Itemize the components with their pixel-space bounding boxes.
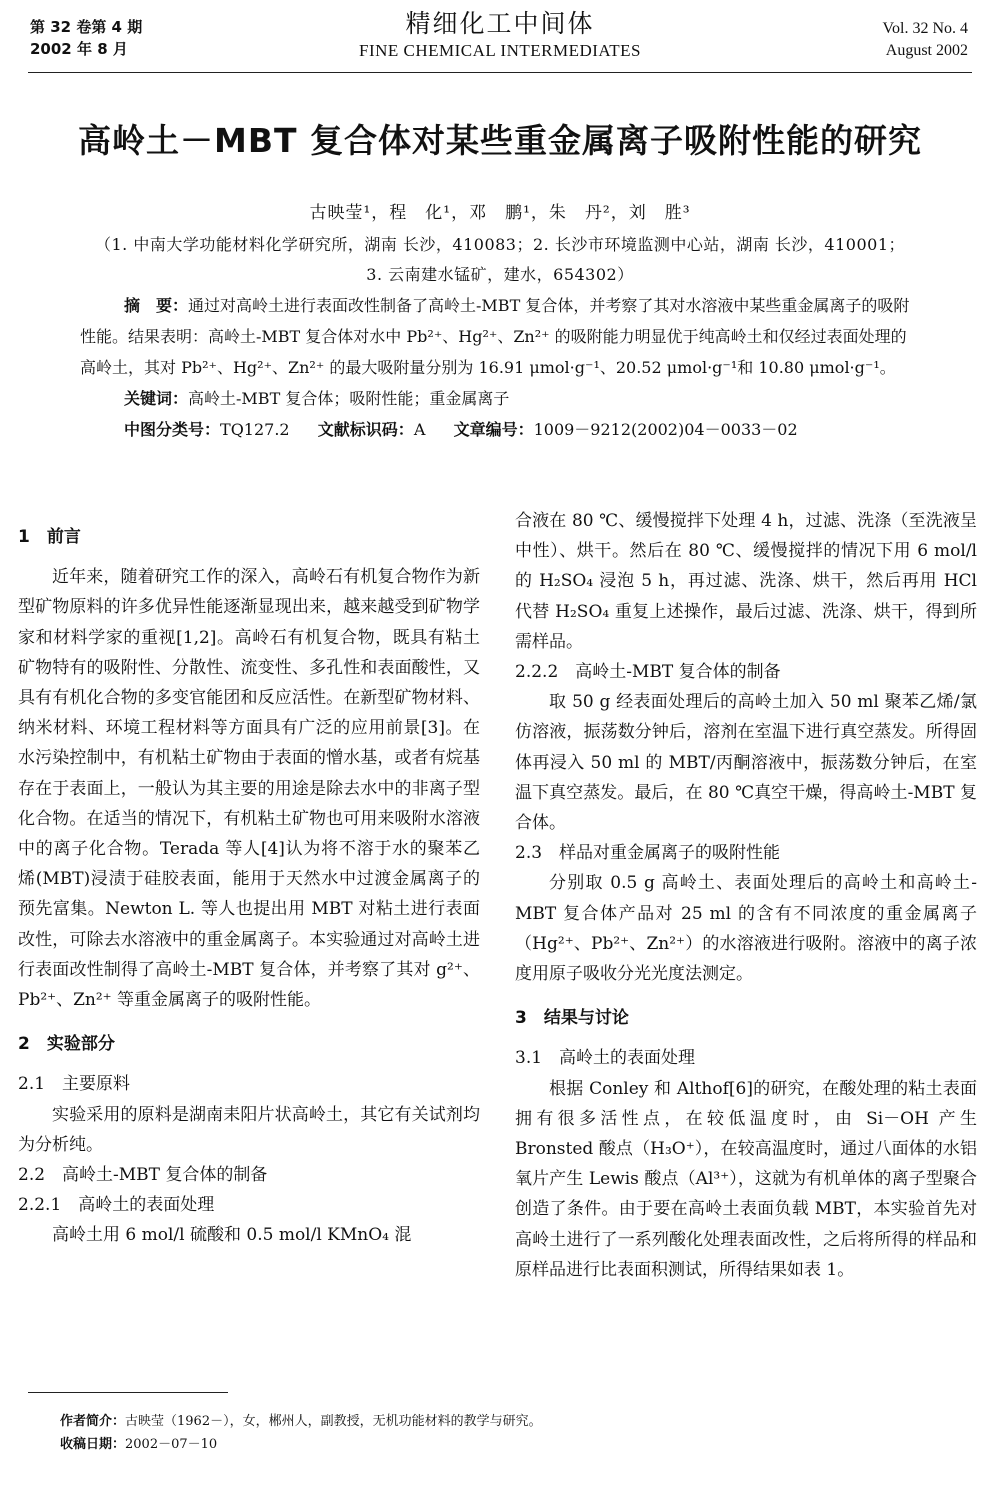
section-heading: 1 前言 — [18, 527, 81, 547]
subsection-heading: 2.1 主要原料 — [18, 1074, 131, 1095]
subsubsection-heading: 2.2.2 高岭土-MBT 复合体的制备 — [515, 662, 781, 683]
paragraph: 分别取 0.5 g 高岭土、表面处理后的高岭土和高岭土-MBT 复合体产品对 25 ml 的含有不同浓度的重金属离子（Hg²⁺、Pb²⁺、Zn²⁺）的水溶液进行吸附。溶液中的离子浓度用原子吸收分光光度法测定。 — [515, 873, 977, 985]
abstract-text: 通过对高岭土进行表面改性制备了高岭土-MBT 复合体，并考察了其对水溶液中某些重金属离子的吸附性能。结果表明：高岭土-MBT 复合体对水中 Pb²⁺、Hg²⁺、Zn²⁺ 的吸附能力明显优于纯高岭土和仅经过表面处理的高岭土，其对 Pb²⁺、Hg²⁺、Zn²⁺ 的最大吸附量分别为 16.91 μmol·g⁻¹、20.52 μmol·g⁻¹和 10.80 μmol·g⁻¹。 — [80, 296, 910, 377]
section-heading: 2 实验部分 — [18, 1034, 115, 1055]
section-heading: 3 结果与讨论 — [515, 1008, 629, 1029]
header-rule — [28, 72, 972, 73]
paragraph: 近年来，随着研究工作的深入，高岭石有机复合物作为新型矿物原料的许多优异性能逐渐显现出来，越来越受到矿物学家和材料学家的重视[1,2]。高岭石有机复合物，既具有粘土矿物特有的吸附性、分散性、流变性、多孔性和表面酸性，又具有有机化合物的多变官能团和反应活性。在新型矿物材料、纳米材料、环境工程材料等方面具有广泛的应用前景[3]。在水污染控制中，有机粘土矿物由于表面的憎水基，或者有烷基存在于表面上，一般认为其主要的用途是除去水中的非离子型化合物。在适当的情况下，有机粘土矿物也可用来吸附水溶液中的离子化合物。Terada 等人[4]认为将不溶于水的聚苯乙烯(MBT)浸渍于硅胶表面，能用于天然水中过渡金属离子的预先富集。Newton L. 等人也提出用 MBT 对粘土进行表面改性，可除去水溶液中的重金属离子。本实验通过对高岭土进行表面改性制得了高岭土-MBT 复合体，并考察了其对 g²⁺、Pb²⁺、Zn²⁺ 等重金属离子的吸附性能。 — [18, 567, 480, 1011]
header-right — [883, 18, 969, 62]
affiliation-line: 3. 云南建水锰矿，建水，654302） — [366, 265, 634, 284]
footnote — [60, 1410, 542, 1456]
received-date-label: 收稿日期： — [60, 1437, 126, 1452]
affiliations — [20, 230, 980, 290]
clc-label: 中图分类号： — [124, 420, 221, 439]
header-left — [30, 16, 142, 60]
author-list: 古映莹¹，程 化¹，邓 鹏¹，朱 丹²，刘 胜³ — [309, 203, 691, 223]
footnote-rule — [28, 1392, 228, 1393]
paragraph: 根据 Conley 和 Althof[6]的研究，在酸处理的粘土表面拥有很多活性点，在较低温度时，由 Si－OH 产生 Bronsted 酸点（H₃O⁺），在较高温度时，通过八面体的水铝氧片产生 Lewis 酸点（Al³⁺），这就为有机单体的离子型聚合创造了条件。由于要在高岭土表面负载 MBT，本实验首先对高岭土进行了一系列酸化处理表面改性，之后将所得的样品和原样品进行比表面积测试，所得结果如表 1。 — [515, 1078, 977, 1280]
date-cn: 2002 年 8 月 — [30, 40, 128, 58]
journal-masthead — [300, 8, 700, 62]
left-column — [18, 506, 480, 1251]
subsection-heading: 2.2 高岭土-MBT 复合体的制备 — [18, 1165, 268, 1186]
paragraph: 合液在 80 ℃、缓慢搅拌下处理 4 h，过滤、洗涤（至洗液呈中性）、烘干。然后在 80 ℃、缓慢搅拌的情况下用 6 mol/l 的 H₂SO₄ 浸泡 5 h，再过滤、洗涤、烘干，然后再用 HCl 代替 H₂SO₄ 重复上述操作，最后过滤、洗涤、烘干，得到所需样品。 — [515, 511, 977, 652]
article-number-label: 文章编号： — [453, 420, 534, 439]
doc-code-label: 文献标识码： — [317, 420, 414, 439]
clc-value: TQ127.2 — [220, 420, 290, 439]
author-bio-label: 作者简介： — [60, 1414, 126, 1429]
subsubsection-heading: 2.2.1 高岭土的表面处理 — [18, 1195, 215, 1216]
right-column — [515, 506, 977, 1285]
subsection-heading: 2.3 样品对重金属离子的吸附性能 — [515, 843, 781, 864]
keywords-text: 高岭土-MBT 复合体；吸附性能；重金属离子 — [188, 389, 510, 408]
journal-name-cn: 精细化工中间体 — [405, 9, 595, 38]
keywords-label: 关键词： — [124, 389, 189, 408]
subsection-heading: 3.1 高岭土的表面处理 — [515, 1048, 696, 1069]
paper-title: 高岭土－MBT 复合体对某些重金属离子吸附性能的研究 — [78, 121, 922, 160]
paragraph: 实验采用的原料是湖南耒阳片状高岭土，其它有关试剂均为分析纯。 — [18, 1104, 480, 1155]
affiliation-line: （1. 中南大学功能材料化学研究所，湖南 长沙，410083；2. 长沙市环境监测中心站，湖南 长沙，410001； — [94, 235, 906, 254]
doc-code-value: A — [413, 420, 426, 439]
abstract-label: 摘 要： — [124, 296, 189, 315]
abstract-block — [80, 290, 920, 445]
date-en: August 2002 — [885, 42, 968, 59]
author-bio-text: 古映莹（1962－），女，郴州人，副教授，无机功能材料的教学与研究。 — [125, 1414, 542, 1429]
paragraph: 高岭土用 6 mol/l 硫酸和 0.5 mol/l KMnO₄ 混 — [52, 1225, 412, 1246]
article-number-value: 1009－9212(2002)04－0033－02 — [533, 420, 798, 439]
received-date-text: 2002－07－10 — [125, 1437, 218, 1452]
volume-issue-cn: 第 32 卷第 4 期 — [30, 18, 143, 36]
journal-name-en: FINE CHEMICAL INTERMEDIATES — [358, 41, 642, 60]
paragraph: 取 50 g 经表面处理后的高岭土加入 50 ml 聚苯乙烯/氯仿溶液，振荡数分钟后，溶剂在室温下进行真空蒸发。所得固体再浸入 50 ml 的 MBT/丙酮溶液中，振荡数分钟后，在室温下真空蒸发。最后，在 80 ℃真空干燥，得高岭土-MBT 复合体。 — [515, 692, 977, 834]
volume-issue-en: Vol. 32 No. 4 — [882, 20, 968, 37]
